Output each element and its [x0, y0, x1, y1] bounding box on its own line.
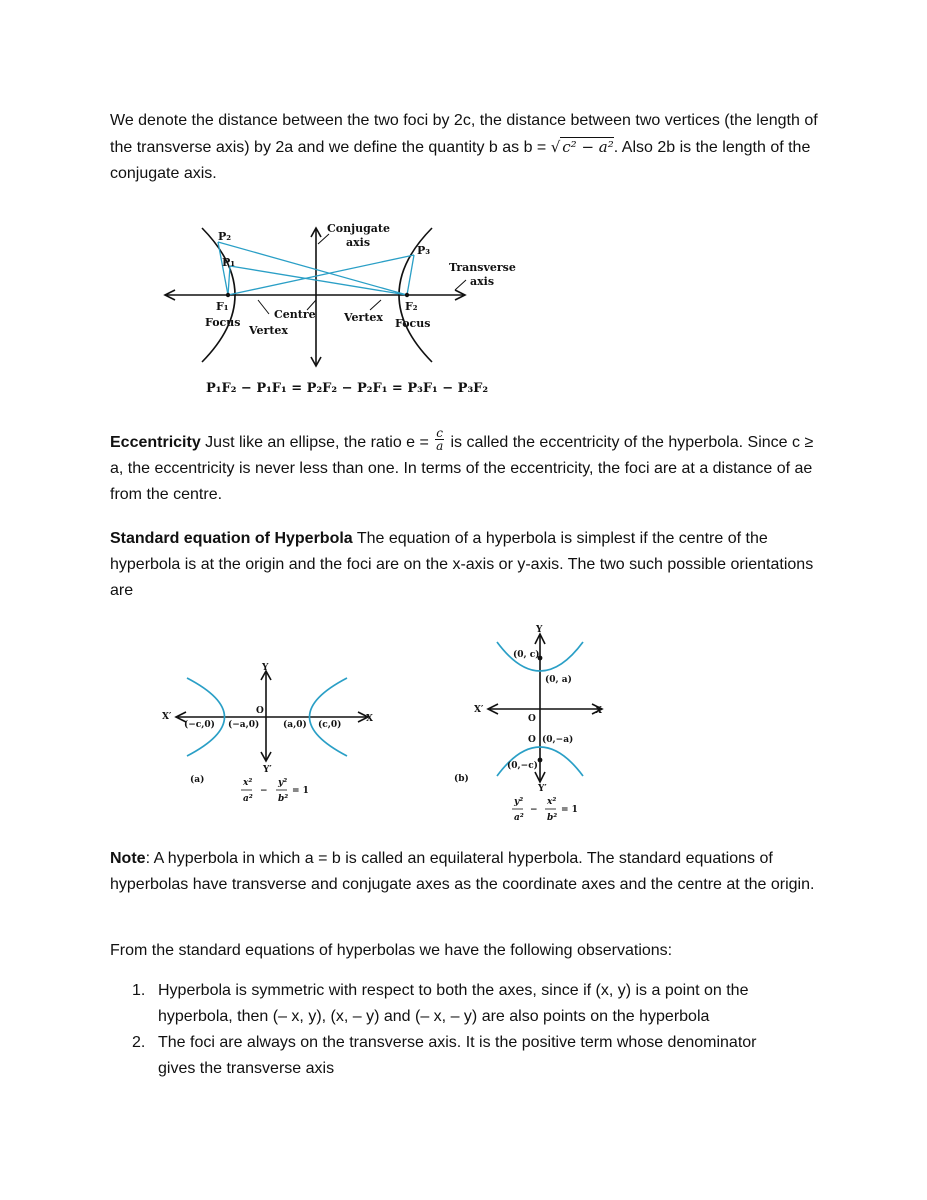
- a-label-yprime: Y′: [263, 765, 272, 775]
- standard-equation-text: The equation of a hyperbola is simplest if the centre of the hyperbola is at the origin and the foci are on the x-axis or y-axis. The two such possible orientations are: [110, 530, 814, 599]
- b-eq-t2-num: x²: [547, 797, 557, 807]
- p1-f1-line: [228, 266, 230, 295]
- b-label-x: X: [595, 706, 602, 716]
- a-point-minus-c: (−c,0): [184, 720, 215, 730]
- b-eq-t2-den: b²: [547, 813, 558, 823]
- eccentricity-text-b: is called the eccentricity of the hyperbola. Since c ≥ a, the eccentricity is never less than one. In terms of the eccentricity, the foci are at a distance of ae from the centre.: [110, 434, 814, 503]
- a-eq-rhs: = 1: [292, 786, 309, 796]
- label-p2: P₂: [218, 230, 232, 243]
- b-point-minus-c: (0,−c): [507, 761, 538, 771]
- vertex-right-pointer: [370, 300, 381, 310]
- b-label-yprime: Y′: [538, 784, 547, 794]
- list-item-text: Hyperbola is symmetric with respect to both the axes, since if (x, y) is a point on the hyperbola, then (– x, y), (x, – y) and (– x, – y) are also points on the hyperbola: [158, 982, 749, 1025]
- b-label-xprime: X′: [474, 705, 484, 715]
- a-eq-t2-num: y²: [278, 778, 288, 788]
- note-text: : A hyperbola in which a = b is called an equilateral hyperbola. The standard equations of hyperbolas have transverse and conjugate axes as the coordinate axes and the centre at the origin.: [110, 850, 815, 893]
- list-item-number: 2.: [132, 1034, 146, 1051]
- b-point-c: (0, c): [513, 650, 540, 660]
- a-label-x: X: [366, 714, 373, 724]
- definition-text-pre: We denote the distance between the two foci by 2c, the distance between two vertices (the length of the transverse axis) by 2a and we define the quantity b as b =: [110, 112, 818, 156]
- standard-equation-paragraph: [110, 526, 822, 604]
- sqrt-content: c² − a²: [562, 138, 614, 156]
- a-label-xprime: X′: [162, 712, 172, 722]
- b-point-minus-a: (0,−a): [542, 735, 574, 745]
- note-heading: Note: [110, 850, 146, 867]
- a-eq-t1-num: x²: [243, 778, 253, 788]
- b-label-y: Y: [536, 625, 543, 635]
- b-eq-minus: −: [530, 805, 538, 815]
- eccentricity-text-a: Just like an ellipse, the ratio e =: [200, 434, 434, 451]
- a-point-c: (c,0): [318, 720, 342, 730]
- transverse-pointer: [455, 280, 466, 290]
- label-p3: P₃: [417, 244, 431, 257]
- list-item-number: 1.: [132, 982, 146, 999]
- b-focus-bottom: [538, 758, 543, 763]
- label-conjugate-axis: axis: [346, 236, 371, 249]
- b-point-a: (0, a): [545, 675, 572, 685]
- label-centre: Centre: [274, 308, 316, 321]
- standard-orientations-figure: [0, 620, 927, 835]
- a-point-a: (a,0): [283, 720, 307, 730]
- label-vertex-right: Vertex: [344, 311, 383, 324]
- b-caption: (b): [454, 774, 469, 784]
- b-eq-t1-den: a²: [514, 813, 524, 823]
- label-p1: P₁: [222, 256, 236, 269]
- eccentricity-paragraph: [110, 426, 822, 508]
- label-vertex-left: Vertex: [249, 324, 288, 337]
- definition-text-post: . Also 2b is the length of the conjugate axis.: [110, 139, 811, 182]
- label-transverse: Transverse: [449, 261, 516, 274]
- focal-difference-caption: P₁F₂ − P₁F₁ = P₂F₂ − P₂F₁ = P₃F₁ − P₃F₂: [206, 381, 489, 396]
- b-label-o1: O: [528, 714, 536, 724]
- a-label-y: Y: [262, 663, 269, 673]
- eccentricity-fraction: [435, 427, 444, 452]
- a-eq-t1-den: a²: [243, 794, 253, 804]
- definition-paragraph: [110, 108, 822, 187]
- a-eq-minus: −: [260, 786, 268, 796]
- a-eq-t2-den: b²: [278, 794, 289, 804]
- hyperbola-foci-figure: [0, 210, 927, 400]
- list-item-text: The foci are always on the transverse axis. It is the positive term whose denominator gives the transverse axis: [158, 1034, 757, 1077]
- label-f1: F₁: [216, 300, 229, 313]
- b-label-o2: O: [528, 735, 536, 745]
- label-transverse-axis: axis: [470, 275, 495, 288]
- fraction-denominator: a: [436, 439, 444, 454]
- eccentricity-heading: Eccentricity: [110, 434, 201, 451]
- label-f2: F₂: [405, 300, 418, 313]
- focus-f2-point: [405, 293, 409, 297]
- a-point-minus-a: (−a,0): [228, 720, 260, 730]
- note-paragraph: [110, 846, 822, 898]
- observations-intro: From the standard equations of hyperbolas we have the following observations:: [110, 942, 673, 959]
- focus-f1-point: [226, 293, 230, 297]
- orientation-a: [162, 663, 373, 804]
- b-eq-rhs: = 1: [561, 805, 578, 815]
- sqrt-symbol: √: [550, 138, 561, 156]
- a-label-o: O: [256, 706, 264, 716]
- standard-equation-heading: Standard equation of Hyperbola: [110, 530, 353, 547]
- fraction-numerator: c: [436, 426, 444, 441]
- vertex-left-pointer: [258, 300, 269, 314]
- b-eq-t1-num: y²: [514, 797, 524, 807]
- orientation-b: [454, 625, 602, 823]
- label-focus-left: Focus: [205, 316, 241, 329]
- a-caption: (a): [190, 775, 205, 785]
- label-conjugate: Conjugate: [327, 222, 390, 235]
- label-focus-right: Focus: [395, 317, 431, 330]
